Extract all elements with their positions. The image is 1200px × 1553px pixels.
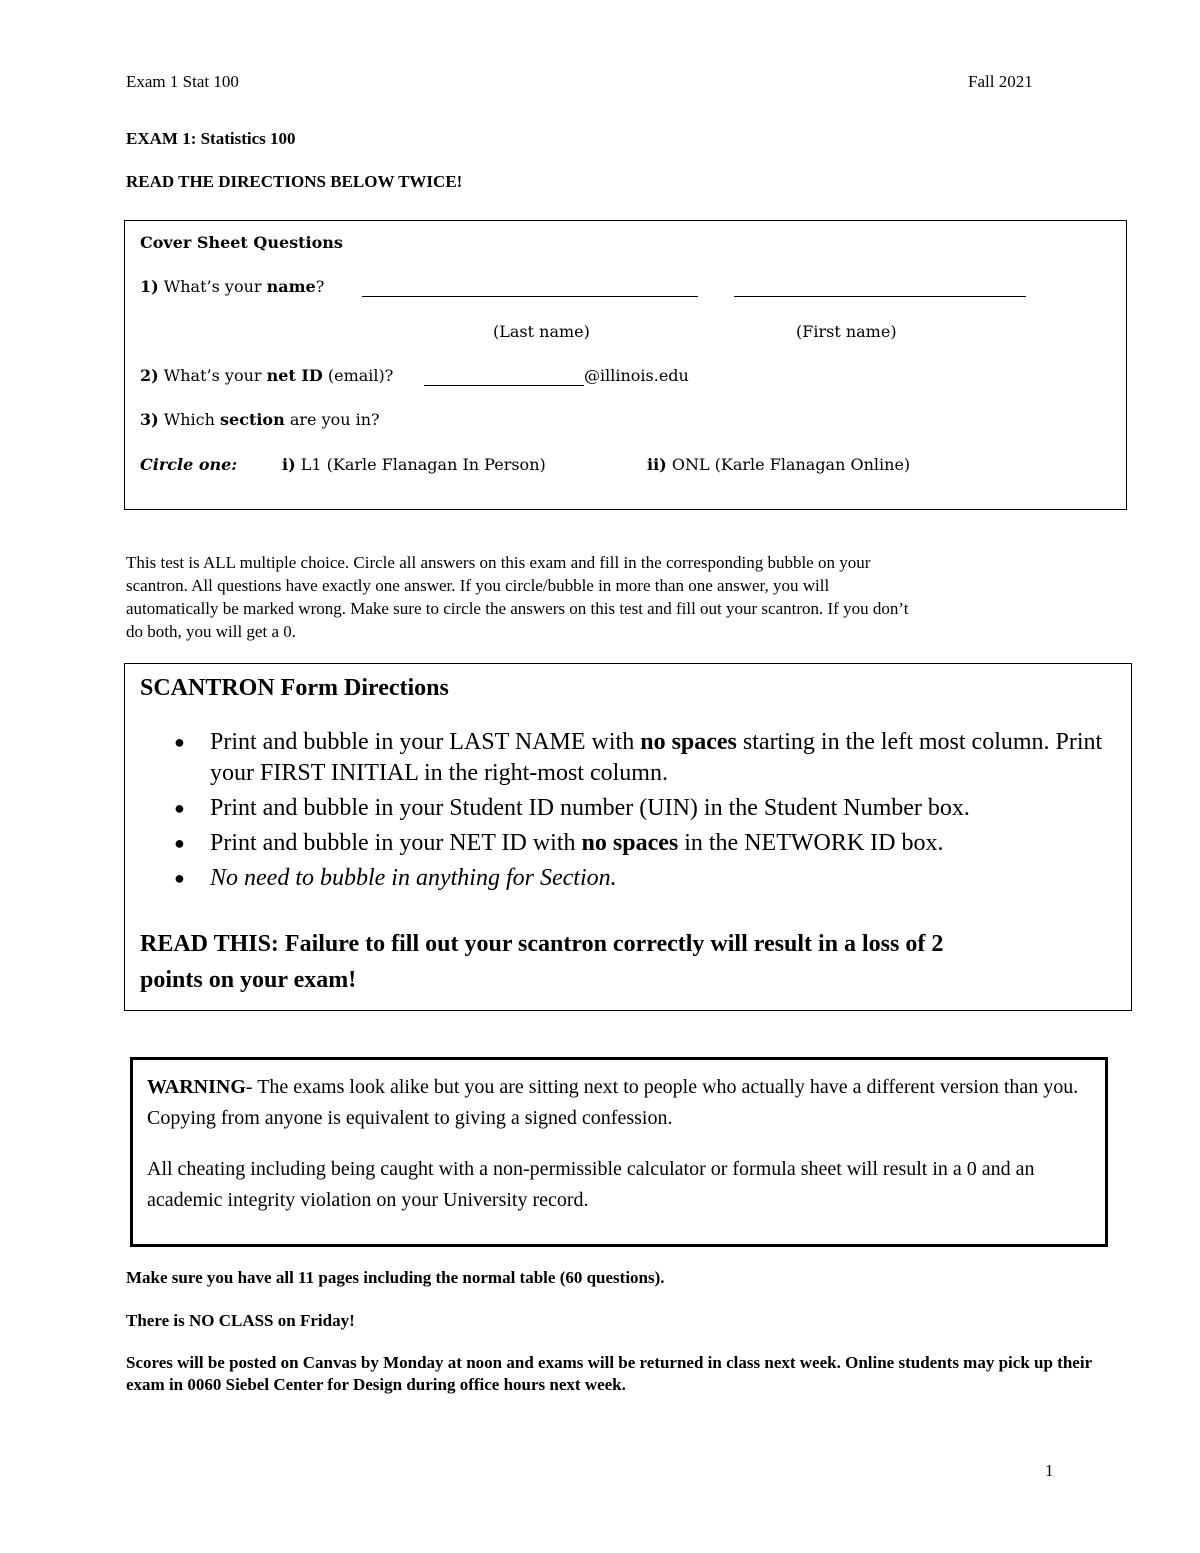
option-1-number: i) bbox=[282, 455, 296, 474]
q3-number: 3) bbox=[140, 410, 159, 429]
section-option-2[interactable] bbox=[647, 455, 910, 474]
page-number: 1 bbox=[1045, 1461, 1054, 1480]
exam-title: EXAM 1: Statistics 100 bbox=[126, 129, 296, 148]
q3-bold: section bbox=[220, 410, 285, 429]
pages-note: Make sure you have all 11 pages including the normal table (60 questions). bbox=[126, 1268, 665, 1287]
q1-bold: name bbox=[266, 277, 316, 296]
header-left: Exam 1 Stat 100 bbox=[126, 72, 239, 91]
option-2-number: ii) bbox=[647, 455, 667, 474]
scores-note: Scores will be posted on Canvas by Monday at noon and exams will be returned in class next week. Online students may pick up their exam in 0060 Siebel Center for Design during office hours next week. bbox=[126, 1353, 1092, 1394]
q2-post: (email)? bbox=[327, 366, 394, 385]
bullet-icon: ● bbox=[174, 798, 185, 818]
list-item bbox=[140, 793, 1120, 824]
option-1-text: L1 (Karle Flanagan In Person) bbox=[300, 455, 546, 474]
instructions-line: do both, you will get a 0. bbox=[126, 622, 296, 641]
list-item bbox=[140, 828, 1120, 859]
no-class-note: There is NO CLASS on Friday! bbox=[126, 1311, 355, 1330]
section-option-1[interactable] bbox=[282, 455, 546, 474]
cover-sheet-box bbox=[124, 220, 1127, 510]
question-1 bbox=[140, 277, 324, 296]
bullet-3-post: in the NETWORK ID box. bbox=[684, 830, 944, 856]
header-right: Fall 2021 bbox=[968, 72, 1033, 91]
net-id-blank[interactable] bbox=[424, 385, 584, 386]
read-this-warning bbox=[140, 926, 943, 998]
q2-number: 2) bbox=[140, 366, 159, 385]
bullet-1-post: starting in the left most column. Print your FIRST INITIAL in the right-most column. bbox=[210, 729, 1103, 786]
scantron-directions-list bbox=[140, 727, 1120, 898]
read-this-line-2: points on your exam! bbox=[140, 967, 357, 993]
question-2 bbox=[140, 366, 393, 385]
circle-one-label: Circle one: bbox=[140, 455, 238, 474]
warning-paragraph-1 bbox=[147, 1072, 1097, 1134]
bullet-3-pre: Print and bubble in your NET ID with bbox=[210, 830, 576, 856]
instructions-line: scantron. All questions have exactly one answer. If you circle/bubble in more than one answer, you will bbox=[126, 576, 830, 595]
question-3 bbox=[140, 410, 380, 429]
instructions-line: This test is ALL multiple choice. Circle all answers on this exam and fill in the corresponding bubble on your bbox=[126, 553, 871, 572]
bullet-2-text: Print and bubble in your Student ID number (UIN) in the Student Number box. bbox=[210, 795, 970, 821]
cover-sheet-heading: Cover Sheet Questions bbox=[140, 233, 343, 252]
bullet-icon: ● bbox=[174, 732, 185, 752]
scantron-title: SCANTRON Form Directions bbox=[140, 675, 449, 701]
bullet-icon: ● bbox=[174, 833, 185, 853]
read-twice-heading: READ THE DIRECTIONS BELOW TWICE! bbox=[126, 172, 463, 191]
email-suffix: @illinois.edu bbox=[584, 366, 689, 385]
bullet-1-bold: no spaces bbox=[640, 729, 737, 755]
bullet-4-text: No need to bubble in anything for Section. bbox=[210, 865, 617, 891]
warning-label: WARNING bbox=[147, 1076, 246, 1098]
warning-text-1: - The exams look alike but you are sitting next to people who actually have a different version than you. Copying from anyone is equivalent to giving a signed confession. bbox=[147, 1076, 1079, 1129]
first-name-label: (First name) bbox=[796, 322, 897, 341]
read-this-line-1: READ THIS: Failure to fill out your scantron correctly will result in a loss of 2 bbox=[140, 931, 944, 957]
list-item bbox=[140, 863, 1120, 894]
first-name-blank[interactable] bbox=[734, 296, 1026, 297]
q1-number: 1) bbox=[140, 277, 159, 296]
last-name-label: (Last name) bbox=[493, 322, 590, 341]
q2-bold: net ID bbox=[266, 366, 323, 385]
q1-pre: What’s your bbox=[163, 277, 262, 296]
instructions-line: automatically be marked wrong. Make sure to circle the answers on this test and fill out your scantron. If you don’t bbox=[126, 599, 909, 618]
q2-pre: What’s your bbox=[163, 366, 262, 385]
last-name-blank[interactable] bbox=[362, 296, 698, 297]
q1-post: ? bbox=[315, 277, 325, 296]
bullet-1-pre: Print and bubble in your LAST NAME with bbox=[210, 729, 635, 755]
warning-paragraph-2: All cheating including being caught with a non-permissible calculator or formula sheet will result in a 0 and an academic integrity violation on your University record. bbox=[147, 1158, 1035, 1211]
bullet-3-bold: no spaces bbox=[581, 830, 679, 856]
bullet-icon: ● bbox=[174, 868, 185, 888]
q3-pre: Which bbox=[163, 410, 215, 429]
q3-post: are you in? bbox=[289, 410, 380, 429]
instructions-paragraph bbox=[126, 551, 908, 643]
option-2-text: ONL (Karle Flanagan Online) bbox=[671, 455, 911, 474]
list-item bbox=[140, 727, 1120, 789]
